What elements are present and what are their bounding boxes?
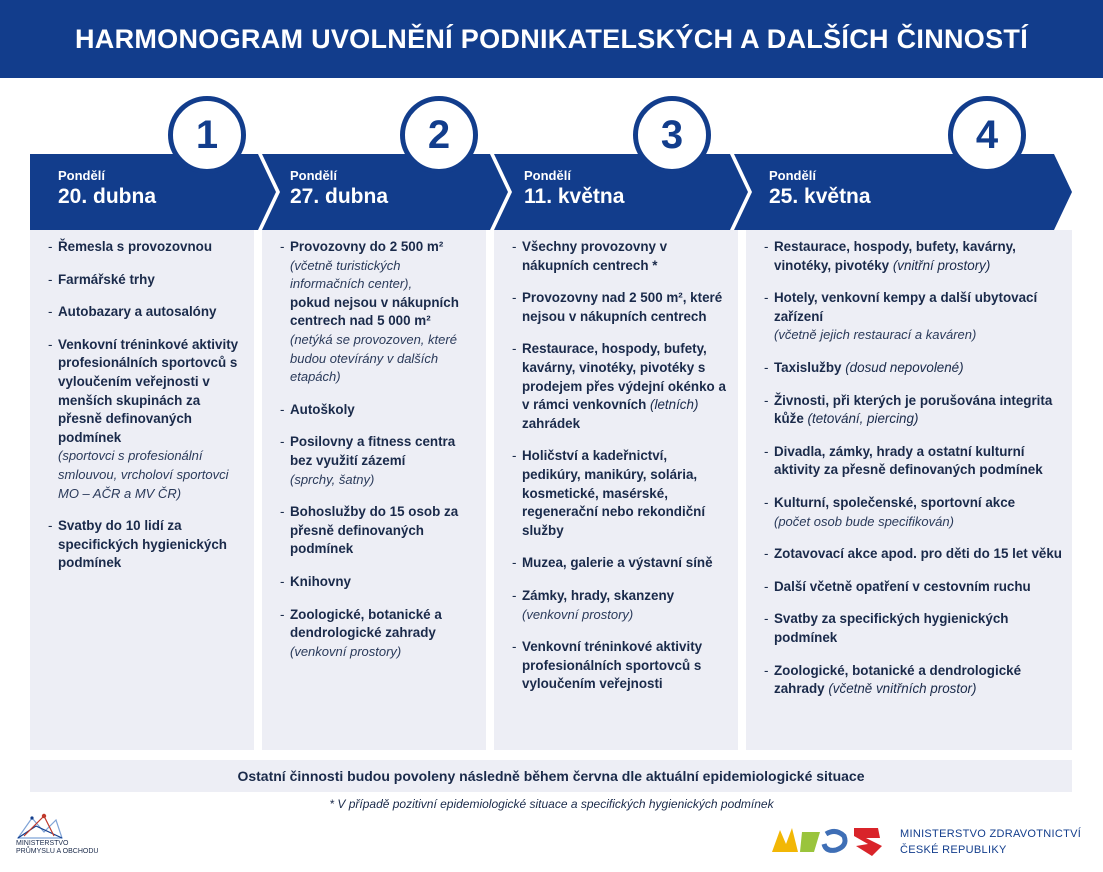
phase-3-panel bbox=[494, 230, 738, 750]
list-item: - Zoologické, botanické a dendrologické zahrady (včetně vnitřních prostor) bbox=[764, 662, 1062, 699]
phase-2-day: Pondělí bbox=[290, 168, 337, 183]
phase-2-number: 2 bbox=[427, 112, 451, 157]
list-item: - Zámky, hrady, skanzeny (venkovní prostory) bbox=[512, 587, 728, 624]
list-item: - Posilovny a fitness centra bez využití zázemí (sprchy, šatny) bbox=[280, 433, 476, 489]
phase-2-date-value: 27. dubna bbox=[290, 185, 389, 208]
list-item: - Autobazary a autosalóny bbox=[48, 303, 244, 322]
phase-1-panel bbox=[30, 230, 254, 750]
mzd-emblem-icon bbox=[770, 822, 890, 858]
list-item-note: (vnitřní prostory) bbox=[892, 257, 991, 273]
phase-1-number: 1 bbox=[195, 112, 219, 157]
phase-3-date bbox=[524, 168, 624, 210]
list-item: - Svatby do 10 lidí za specifických hygienických podmínek bbox=[48, 517, 244, 573]
page-header bbox=[0, 0, 1103, 78]
phase-2-panel bbox=[262, 230, 486, 750]
list-item: - Zoologické, botanické a dendrologické zahrady (venkovní prostory) bbox=[280, 606, 476, 662]
phase-1-day: Pondělí bbox=[58, 168, 105, 183]
phase-1-date bbox=[58, 168, 156, 210]
phase-2-number-badge bbox=[400, 96, 478, 174]
list-item-note: (sportovci s profesionální smlouvou, vrcholoví sportovci MO – AČR a MV ČR) bbox=[58, 448, 229, 501]
list-item-note: (počet osob bude specifikován) bbox=[774, 513, 954, 529]
list-item: - Zotavovací akce apod. pro děti do 15 let věku bbox=[764, 545, 1062, 564]
list-item: - Další včetně opatření v cestovním ruchu bbox=[764, 578, 1062, 597]
list-item: - Venkovní tréninkové aktivity profesionálních sportovců s vyloučením veřejnosti bbox=[512, 638, 728, 694]
list-item-note: (včetně vnitřních prostor) bbox=[828, 681, 977, 697]
list-item: - Holičství a kadeřnictví, pedikúry, manikúry, solária, kosmetické, masérské, regenerační nebo rekondiční služby bbox=[512, 447, 728, 540]
mzd-logo-line2: ČESKÉ REPUBLIKY bbox=[900, 844, 1007, 856]
mpo-emblem-icon bbox=[14, 812, 64, 840]
list-item: - Svatby za specifických hygienických podmínek bbox=[764, 610, 1062, 647]
footnote: * V případě pozitivní epidemiologické situace a specifických hygienických podmínek bbox=[329, 797, 774, 811]
footer-notice bbox=[30, 760, 1072, 792]
list-item: - Všechny provozovny v nákupních centrech * bbox=[512, 238, 728, 275]
phase-2-list bbox=[280, 238, 476, 661]
list-item: - Bohoslužby do 15 osob za přesně definovaných podmínek bbox=[280, 503, 476, 559]
page-title: HARMONOGRAM UVOLNĚNÍ PODNIKATELSKÝCH A DALŠÍCH ČINNOSTÍ bbox=[75, 23, 1028, 54]
phase-3-day: Pondělí bbox=[524, 168, 571, 183]
phase-3-number-badge bbox=[633, 96, 711, 174]
list-item: - Kulturní, společenské, sportovní akce (počet osob bude specifikován) bbox=[764, 494, 1062, 531]
list-item: - Hotely, venkovní kempy a další ubytovací zařízení (včetně jejich restaurací a kaváren) bbox=[764, 289, 1062, 345]
phase-4-number: 4 bbox=[975, 112, 999, 157]
list-item-note: (letních) bbox=[650, 397, 699, 413]
phase-3-list bbox=[512, 238, 728, 694]
list-item-note: (tetování, piercing) bbox=[807, 411, 919, 427]
mzd-logo bbox=[770, 822, 1095, 862]
list-item: - Divadla, zámky, hrady a ostatní kulturní aktivity za přesně definovaných podmínek bbox=[764, 443, 1062, 480]
list-item: - Knihovny bbox=[280, 573, 476, 592]
list-item: - Restaurace, hospody, bufety, kavárny, vinotéky, pivotéky (vnitřní prostory) bbox=[764, 238, 1062, 275]
list-item: - Autoškoly bbox=[280, 401, 476, 420]
list-item: - Provozovny nad 2 500 m², které nejsou v nákupních centrech bbox=[512, 289, 728, 326]
phase-4-list bbox=[764, 238, 1062, 699]
list-item-note: (včetně jejich restaurací a kaváren) bbox=[774, 327, 977, 343]
mpo-logo bbox=[14, 812, 124, 862]
phase-1-list bbox=[48, 238, 244, 573]
list-item: - Řemesla s provozovnou bbox=[48, 238, 244, 257]
mpo-logo-line2: PRŮMYSLU A OBCHODU bbox=[16, 848, 99, 855]
footer-notice-text: Ostatní činnosti budou povoleny následně během června dle aktuální epidemiologické situace bbox=[237, 768, 865, 784]
list-item: - Provozovny do 2 500 m² (včetně turistických informačních center), pokud nejsou v nákupních centrech nad 5 000 m² (netýká se provozoven, které budou otevírány v dalších etapách) bbox=[280, 238, 476, 387]
list-item: - Restaurace, hospody, bufety, kavárny, vinotéky, pivotéky s prodejem přes výdejní okénko a v rámci venkovních (letních) zahrádek bbox=[512, 340, 728, 433]
phase-2-date bbox=[290, 168, 388, 210]
list-item-note: (sprchy, šatny) bbox=[290, 471, 375, 487]
list-item: - Venkovní tréninkové aktivity profesionálních sportovců s vyloučením veřejnosti v menších skupinách za přesně definovaných podmínek (sportovci s profesionální smlouvou, vrcholoví sportovci MO – AČR a MV ČR) bbox=[48, 336, 244, 503]
phase-1-number-badge bbox=[168, 96, 246, 174]
list-item: - Farmářské trhy bbox=[48, 271, 244, 290]
list-item-note: (venkovní prostory) bbox=[522, 606, 634, 622]
mpo-logo-line1: MINISTERSTVO bbox=[16, 840, 69, 847]
phase-4-date-value: 25. května bbox=[769, 185, 871, 208]
phase-4-number-badge bbox=[948, 96, 1026, 174]
phase-3-number: 3 bbox=[660, 112, 684, 157]
phase-3-date-value: 11. května bbox=[524, 185, 625, 208]
list-item: - Živnosti, při kterých je porušována integrita kůže (tetování, piercing) bbox=[764, 392, 1062, 429]
list-item: - Taxislužby (dosud nepovolené) bbox=[764, 359, 1062, 378]
list-item-note: (dosud nepovolené) bbox=[845, 359, 964, 375]
list-item-note: (netýká se provozoven, které budou otevírány v dalších etapách) bbox=[290, 331, 457, 385]
phase-4-date bbox=[769, 168, 871, 210]
list-item-note: (včetně turistických informačních center), bbox=[290, 257, 413, 292]
list-item-note: (venkovní prostory) bbox=[290, 643, 402, 659]
list-item: - Muzea, galerie a výstavní síně bbox=[512, 554, 728, 573]
phase-4-day: Pondělí bbox=[769, 168, 816, 183]
phase-4-panel bbox=[746, 230, 1072, 750]
mzd-logo-line1: MINISTERSTVO ZDRAVOTNICTVÍ bbox=[900, 828, 1082, 840]
phase-1-date-value: 20. dubna bbox=[58, 185, 157, 208]
